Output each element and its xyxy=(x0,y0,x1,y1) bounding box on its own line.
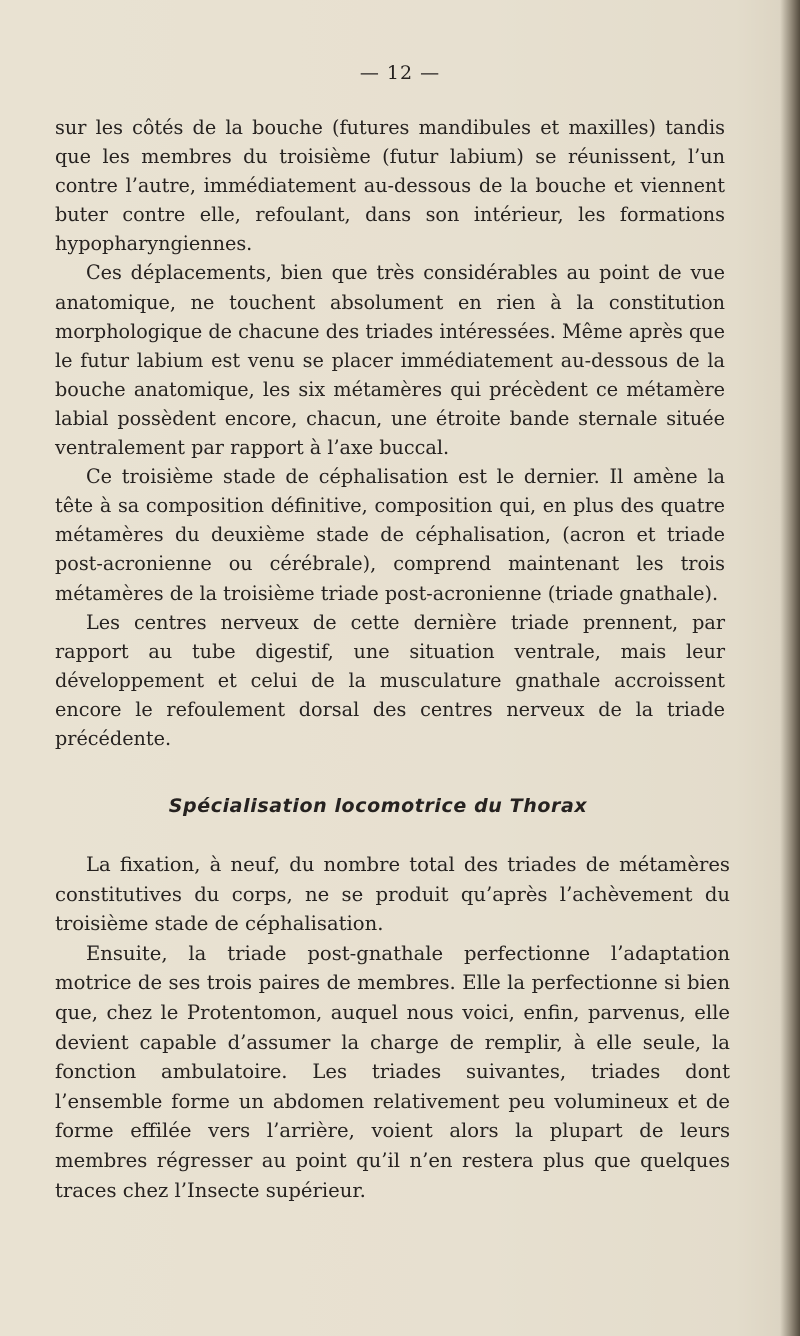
paragraph: Ces déplacements, bien que très considérables au point de vue anatomique, ne touchent absolument en rien à la constitution morphologique de chacune des triades intéressées. Même après que le futur labium est venu se placer immédiatement au-dessous de la bouche anatomique, les six métamères qui précèdent ce métamère labial possèdent encore, chacun, une étroite bande sternale située ventralement par rapport à l’axe buccal. xyxy=(55,261,725,460)
paragraph: Ensuite, la triade post-gnathale perfectionne l’adaptation motrice de ses trois paires de membres. Elle la perfectionne si bien que, chez le Protentomon, auquel nous voici, enfin, parvenus, elle devient capable d’assumer la charge de remplir, à elle seule, la fonction ambulatoire. Les triades suivantes, triades dont l’ensemble forme un abdomen relativement peu volumineux et de forme effilée vers l’arrière, voient alors la plupart de leurs membres régresser au point qu’il n’en restera plus que quelques traces chez l’Insecte supérieur. xyxy=(55,941,730,1202)
body-text xyxy=(55,113,725,753)
section-body-text xyxy=(55,850,730,1205)
paragraph: Ce troisième stade de céphalisation est le dernier. Il amène la tête à sa composition définitive, composition qui, en plus des quatre métamères du deuxième stade de céphalisation, (acron et triade post-acronienne ou cérébrale), comprend maintenant les trois métamères de la troisième triade post-acronienne (triade gnathale). xyxy=(55,465,725,605)
page-number: — 12 — xyxy=(359,62,441,84)
paragraph: La fixation, à neuf, du nombre total des triades de métamères constitutives du corps, ne se produit qu’après l’achèvement du troisième stade de céphalisation. xyxy=(55,853,730,936)
section-heading: Spécialisation locomotrice du Thorax xyxy=(168,795,588,817)
paragraph: sur les côtés de la bouche (futures mandibules et maxilles) tandis que les membres du troisième (futur labium) se réunissent, l’un contre l’autre, immédiatement au-dessous de la bouche et viennent buter contre elle, refoulant, dans son intérieur, les formations hypopharyngiennes. xyxy=(55,116,725,256)
paragraph: Les centres nerveux de cette dernière triade prennent, par rapport au tube digestif, une situation ventrale, mais leur développement et celui de la musculature gnathale accroissent encore le refoulement dorsal des centres nerveux de la triade précédente. xyxy=(55,610,725,750)
page-edge-shadow xyxy=(780,0,800,1336)
